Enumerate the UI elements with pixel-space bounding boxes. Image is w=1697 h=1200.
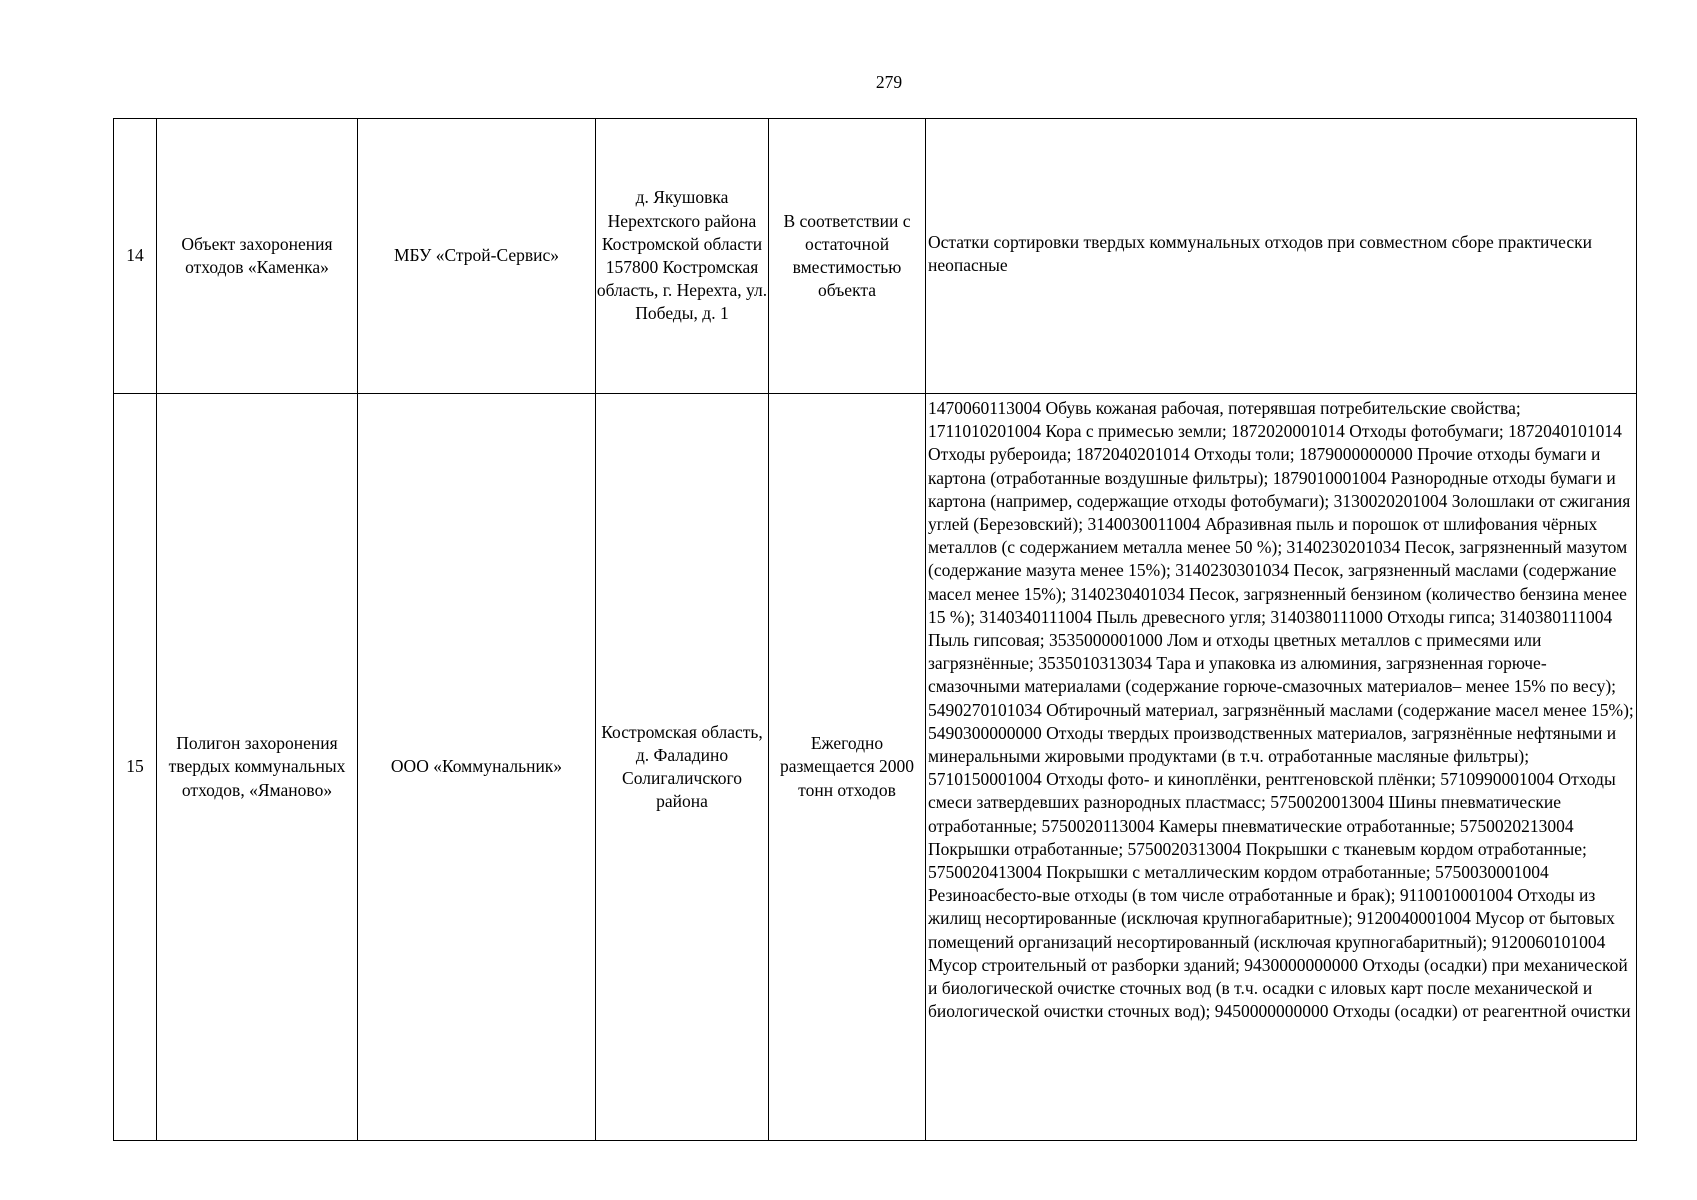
capacity-cell: Ежегодно размещается 2000 тонн отходов [769,394,926,1141]
waste-types-cell: 1470060113004 Обувь кожаная рабочая, потерявшая потребительские свойства; 1711010201004 Кора с примесью земли; 1872020001014 Отходы фотобумаги; 1872040101014 Отходы рубероида; 1872040201014 Отходы толи; 1879000000000 Прочие отходы бумаги и картона (отработанные воздушные фильтры); 1879010001004 Разнородные отходы бумаги и картона (например, содержащие отходы фотобумаги); 3130020201004 Золошлаки от сжигания углей (Березовский); 3140030011004 Абразивная пыль и порошок от шлифования чёрных металлов (с содержанием металла менее 50 %); 3140230201034 Песок, загрязненный мазутом (содержание мазута менее 15%); 3140230301034 Песок, загрязненный маслами (содержание масел менее 15%); 3140230401034 Песок, загрязненный бензином (количество бензина менее 15 %); 3140340111004 Пыль древесного угля; 3140380111000 Отходы гипса; 3140380111004 Пыль гипсовая; 3535000001000 Лом и отходы цветных металлов с примесями или загрязнённые; 3535010313034 Тара и упаковка из алюминия, загрязненная горюче-смазочными материалами (содержание горюче-смазочных материалов– менее 15% по весу); 5490270101034 Обтирочный материал, загрязнённый маслами (содержание масел менее 15%); 5490300000000 Отходы твердых производственных материалов, загрязнённые нефтяными и минеральными жировыми продуктами (в т.ч. отработанные масляные фильтры); 5710150001004 Отходы фото- и киноплёнки, рентгеновской плёнки; 5710990001004 Отходы смеси затвердевших разнородных пластмасс; 5750020013004 Шины пневматические отработанные; 5750020113004 Камеры пневматические отработанные; 5750020213004 Покрышки отработанные; 5750020313004 Покрышки с тканевым кордом отработанные; 5750020413004 Покрышки с металлическим кордом отработанные; 5750030001004 Резиноасбесто-вые отходы (в том числе отработанные и брак); 9110010001004 Отходы из жилищ несортированные (исключая крупногабаритные); 9120040001004 Мусор от бытовых помещений организаций несортированный (исключая крупногабаритный); 9120060101004 Мусор строительный от разборки зданий; 9430000000000 Отходы (осадки) при механической и биологической очистке сточных вод (в т.ч. осадки с иловых карт после механической и биологической очистки сточных вод); 9450000000000 Отходы (осадки) от реагентной очистки [926,394,1637,1141]
location-cell: д. Якушовка Нерехтского района Костромской области 157800 Костромская область, г. Нерехта, ул. Победы, д. 1 [596,119,769,394]
operator-cell: ООО «Коммунальник» [358,394,596,1141]
capacity-cell: В соответствии с остаточной вместимостью объекта [769,119,926,394]
table-row [114,394,1637,1141]
page-number: 279 [875,72,903,92]
row-number-cell: 14 [114,119,157,394]
location-cell: Костромская область, д. Фаладино Солигаличского района [596,394,769,1141]
object-name-cell: Объект захоронения отходов «Каменка» [157,119,358,394]
object-name-cell: Полигон захоронения твердых коммунальных отходов, «Ямановo» [157,394,358,1141]
waste-facilities-table [113,118,1637,1141]
operator-cell: МБУ «Строй-Сервис» [358,119,596,394]
table-row [114,119,1637,394]
waste-types-cell: Остатки сортировки твердых коммунальных отходов при совместном сборе практически неопасные [926,119,1637,394]
row-number-cell: 15 [114,394,157,1141]
